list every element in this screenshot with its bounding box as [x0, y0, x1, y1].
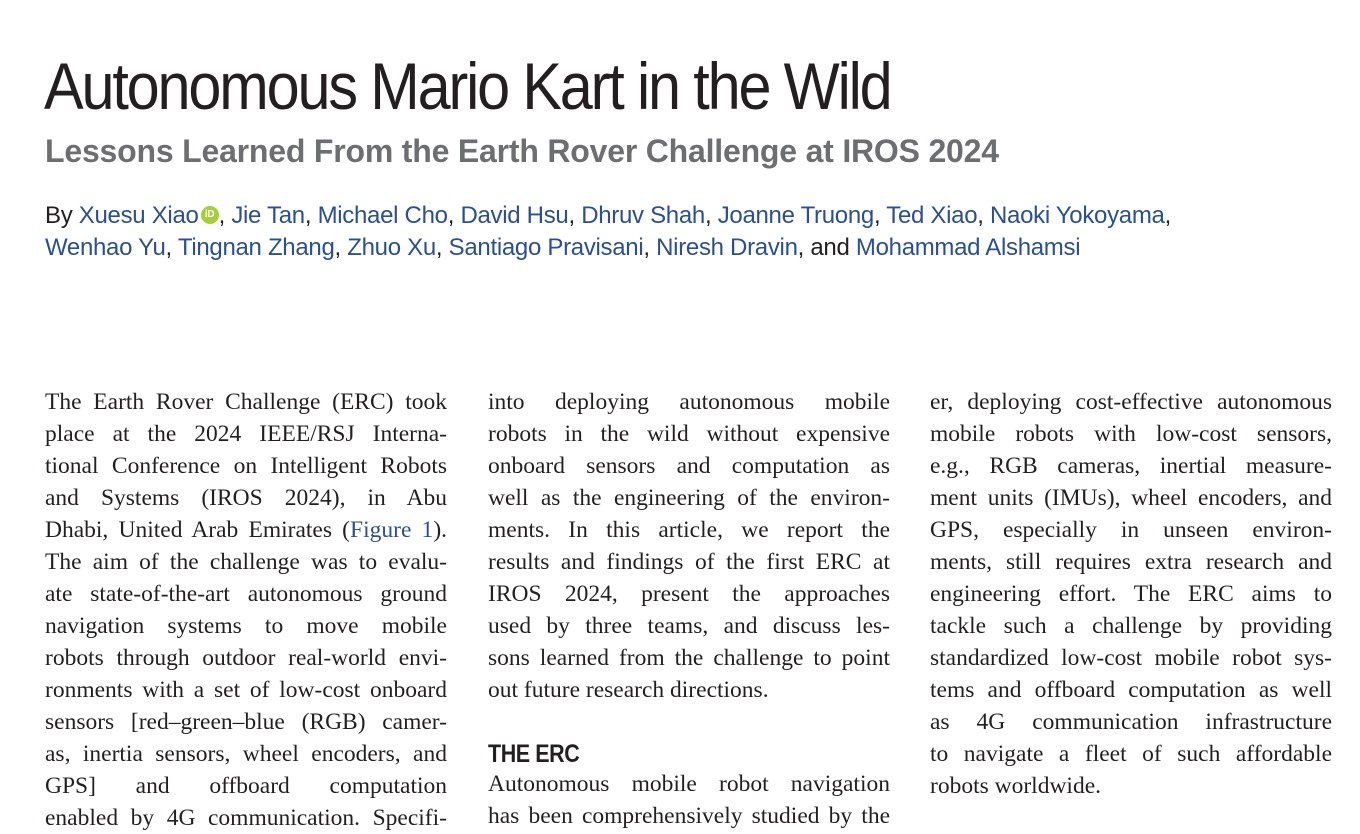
author-link[interactable]: Naoki Yokoyama — [990, 202, 1165, 229]
author-link[interactable]: Ted Xiao — [886, 202, 978, 229]
text-line: enabled by 4G communication. Specifi- — [45, 805, 447, 831]
author-link[interactable]: Santiago Pravisani — [448, 234, 644, 261]
text-column-1 — [45, 386, 447, 834]
text-line: navigation systems to move mobile — [45, 613, 447, 639]
text-line: er, deploying cost-effective autonomous — [930, 389, 1332, 415]
text-line: sons learned from the challenge to point — [488, 645, 890, 671]
text-line: mobile robots with low-cost sensors, — [930, 421, 1332, 447]
author-link[interactable]: Dhruv Shah — [581, 202, 705, 229]
text-line: tackle such a challenge by providing — [930, 613, 1332, 639]
byline-prefix: By — [45, 202, 73, 229]
author-link[interactable]: Joanne Truong — [717, 202, 874, 229]
text-line: has been comprehensively studied by the — [488, 803, 890, 829]
text-line — [45, 514, 447, 546]
text-line: place at the 2024 IEEE/RSJ Interna- — [45, 421, 447, 447]
text-line: ments. In this article, we report the — [488, 517, 890, 543]
text-line: sensors [red–green–blue (RGB) camer- — [45, 709, 447, 735]
author-link[interactable]: Mohammad Alshamsi — [855, 234, 1081, 261]
text-line: The aim of the challenge was to evalu- — [45, 549, 447, 575]
text-line: well as the engineering of the environ- — [488, 485, 890, 511]
text-column-3 — [930, 386, 1332, 802]
author-byline: By Xuesu Xiao iD , Jie Tan, Michael Cho, David Hsu, Dhruv Shah, Joanne Truong, Ted Xiao, Naoki Yokoyama, Wenhao Yu, Tingnan Zhang, Zhuo Xu, Santiago Pravisani, Niresh Dravin, and Mohammad Alshamsi — [45, 202, 1171, 261]
author-link[interactable]: Tingnan Zhang — [177, 234, 335, 261]
text-line: as, inertia sensors, wheel encoders, and — [45, 741, 447, 767]
text-line: and Systems (IROS 2024), in Abu — [45, 485, 447, 511]
text-line: GPS] and offboard computation — [45, 773, 447, 799]
text-line: GPS, especially in unseen environ- — [930, 517, 1332, 543]
author-link[interactable]: Michael Cho — [317, 202, 448, 229]
text-line: standardized low-cost mobile robot sys- — [930, 645, 1332, 671]
text-line: robots in the wild without expensive — [488, 421, 890, 447]
article-title: Autonomous Mario Kart in the Wild — [44, 49, 891, 123]
text-line: into deploying autonomous mobile — [488, 389, 890, 415]
text-line: robots worldwide. — [930, 773, 1102, 799]
author-link[interactable]: Niresh Dravin — [656, 234, 798, 261]
text-line: The Earth Rover Challenge (ERC) took — [45, 389, 447, 415]
text-line: out future research directions. — [488, 677, 769, 703]
text-line: as 4G communication infrastructure — [930, 709, 1332, 735]
section-heading: THE ERC — [488, 740, 580, 768]
text-line: ate state-of-the-art autonomous ground — [45, 581, 447, 607]
author-link[interactable]: Xuesu Xiao — [78, 202, 199, 229]
text-line: tional Conference on Intelligent Robots — [45, 453, 447, 479]
text-line: ment units (IMUs), wheel encoders, and — [930, 485, 1332, 511]
figure-1-link[interactable]: Figure 1 — [350, 517, 434, 543]
text-fragment: ). — [433, 517, 448, 543]
text-column-2 — [488, 386, 890, 832]
text-line: onboard sensors and computation as — [488, 453, 890, 479]
text-line: ronments with a set of low-cost onboard — [45, 677, 447, 703]
text-line: Autonomous mobile robot navigation — [488, 771, 890, 797]
text-line: used by three teams, and discuss les- — [488, 613, 890, 639]
orcid-icon[interactable]: iD — [201, 206, 219, 224]
text-line: e.g., RGB cameras, inertial measure- — [930, 453, 1332, 479]
text-line: results and findings of the first ERC at — [488, 549, 890, 575]
author-link[interactable]: David Hsu — [460, 202, 569, 229]
text-line: to navigate a fleet of such affordable — [930, 741, 1332, 767]
author-link[interactable]: Wenhao Yu — [45, 234, 166, 261]
text-line: engineering effort. The ERC aims to — [930, 581, 1332, 607]
article-subtitle: Lessons Learned From the Earth Rover Challenge at IROS 2024 — [45, 133, 999, 169]
text-line: tems and offboard computation as well — [930, 677, 1332, 703]
byline-and: and — [810, 234, 850, 261]
text-fragment: Dhabi, United Arab Emirates ( — [45, 517, 351, 543]
text-line: robots through outdoor real-world envi- — [45, 645, 447, 671]
text-line: IROS 2024, present the approaches — [488, 581, 890, 607]
author-link[interactable]: Zhuo Xu — [347, 234, 436, 261]
text-line: ments, still requires extra research and — [930, 549, 1332, 575]
author-link[interactable]: Jie Tan — [231, 202, 305, 229]
